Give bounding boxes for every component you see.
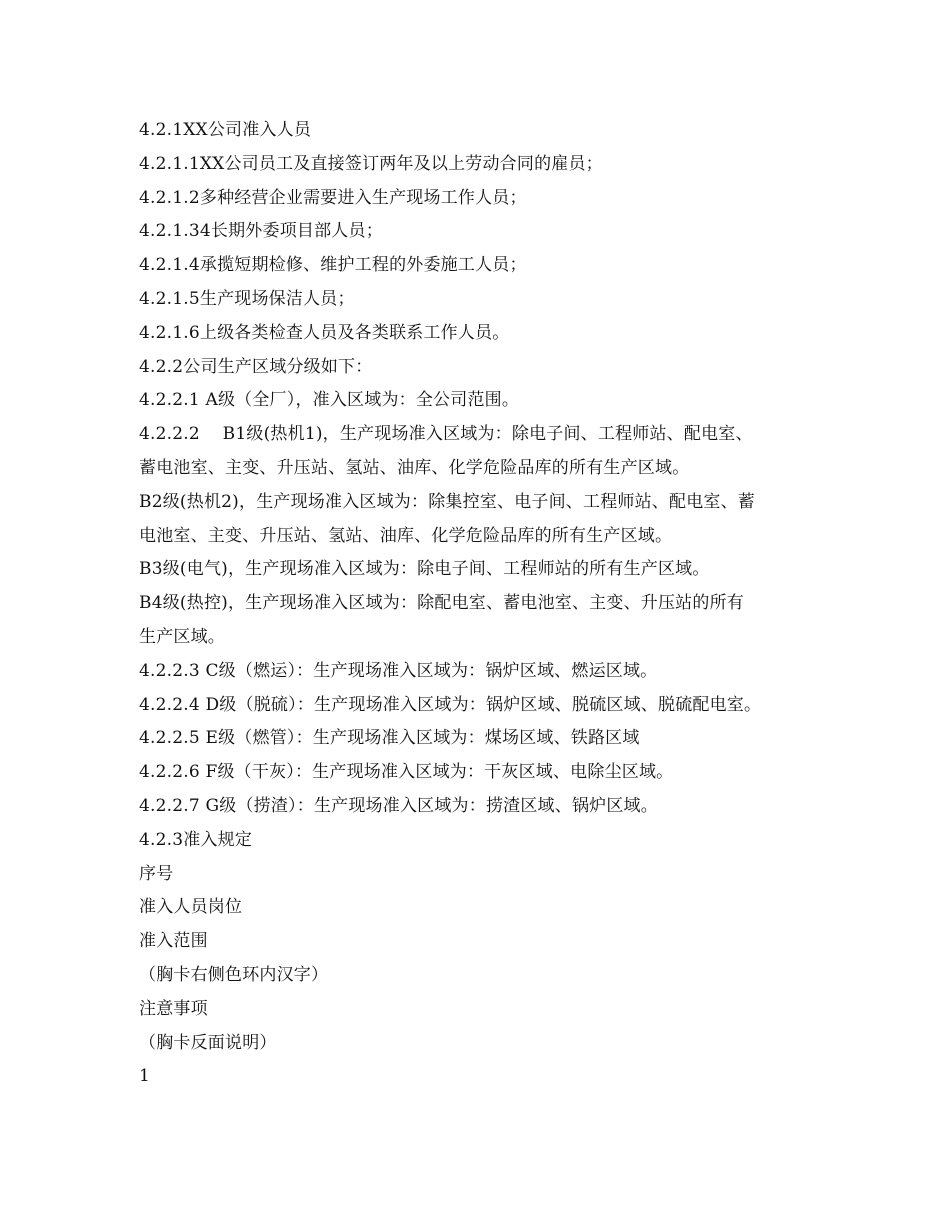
paragraph-4-2-2-5: 4.2.2.5 E级（燃管）：生产现场准入区域为：煤场区域、铁路区域 (139, 728, 640, 749)
paragraph-4-2-2-2-line-1: 4.2.2.2 B1级(热机1)，生产现场准入区域为：除电子间、工程师站、配电室、 (139, 424, 753, 445)
paragraph-4-2-2-2-line-2: 蓄电池室、主变、升压站、氢站、油库、化学危险品库的所有生产区域。 (139, 457, 690, 478)
paragraph-b3: B3级(电气)，生产现场准入区域为：除电子间、工程师站的所有生产区域。 (139, 559, 710, 580)
table-header-serial: 序号 (139, 863, 174, 884)
table-header-notes: 注意事项 (139, 998, 208, 1019)
paragraph-b2-line-2: 电池室、主变、升压站、氢站、油库、化学危险品库的所有生产区域。 (139, 525, 673, 546)
paragraph-b2-line-1: B2级(热机2)，生产现场准入区域为：除集控室、电子间、工程师站、配电室、蓄 (139, 491, 755, 512)
paragraph-b4-line-1: B4级(热控)，生产现场准入区域为：除配电室、蓄电池室、主变、升压站的所有 (139, 593, 744, 614)
paragraph-4-2-2-6: 4.2.2.6 F级（干灰）：生产现场准入区域为：干灰区域、电除尘区域。 (139, 762, 674, 783)
document-body (139, 114, 829, 1094)
paragraph-4-2-2-3: 4.2.2.3 C级（燃运）：生产现场准入区域为：锅炉区域、燃运区域。 (139, 660, 658, 681)
paragraph-4-2-1-6: 4.2.1.6上级各类检查人员及各类联系工作人员。 (139, 322, 510, 343)
table-cell-serial-1: 1 (139, 1066, 151, 1087)
section-heading-4-2-3: 4.2.3准入规定 (139, 829, 253, 850)
table-header-position: 准入人员岗位 (139, 897, 243, 918)
paragraph-4-2-1-1: 4.2.1.1XX公司员工及直接签订两年及以上劳动合同的雇员； (139, 153, 603, 174)
section-heading-4-2-2: 4.2.2公司生产区域分级如下： (139, 356, 373, 377)
paragraph-4-2-1-5: 4.2.1.5生产现场保洁人员； (139, 288, 355, 309)
paragraph-b4-line-2: 生产区域。 (139, 626, 225, 647)
table-header-scope: 准入范围 (139, 931, 208, 952)
paragraph-4-2-2-1: 4.2.2.1 A级（全厂），准入区域为：全公司范围。 (139, 390, 520, 411)
paragraph-4-2-1-2: 4.2.1.2多种经营企业需要进入生产现场工作人员； (139, 187, 527, 208)
paragraph-4-2-1-3: 4.2.1.34长期外委项目部人员； (139, 221, 383, 242)
paragraph-4-2-1-4: 4.2.1.4承揽短期检修、维护工程的外委施工人员； (139, 255, 527, 276)
section-heading-4-2-1: 4.2.1XX公司准入人员 (139, 120, 312, 140)
table-header-notes-note: （胸卡反面说明） (139, 1032, 277, 1053)
paragraph-4-2-2-4: 4.2.2.4 D级（脱硫）：生产现场准入区域为：锅炉区域、脱硫区域、脱硫配电室。 (139, 694, 762, 715)
table-header-scope-note: （胸卡右侧色环内汉字） (139, 964, 329, 985)
paragraph-4-2-2-7: 4.2.2.7 G级（捞渣）：生产现场准入区域为：捞渣区域、锅炉区域。 (139, 795, 658, 816)
